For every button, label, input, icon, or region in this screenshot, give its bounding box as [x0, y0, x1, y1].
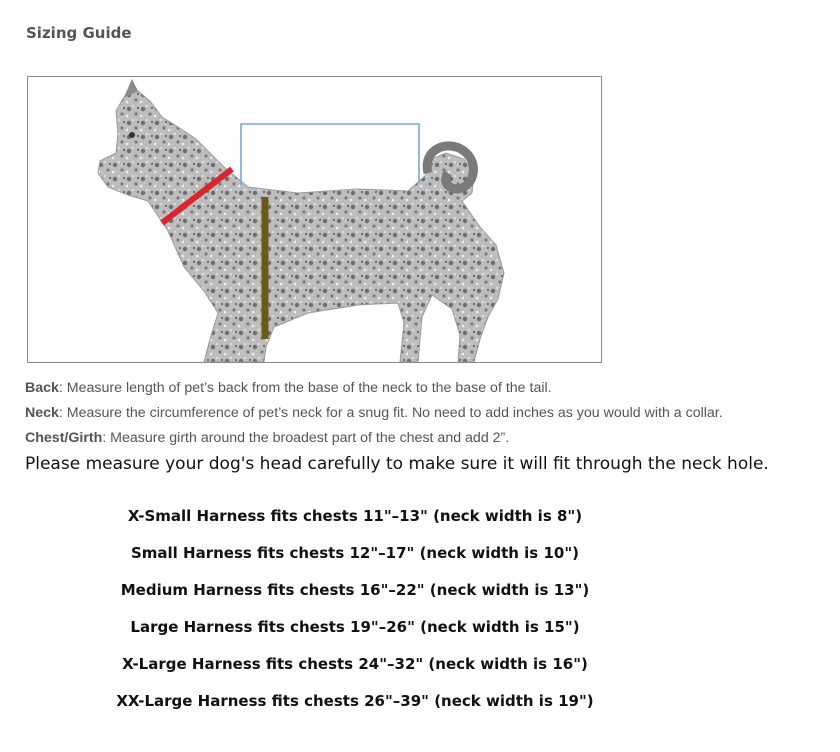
definition-chest: [25, 426, 835, 451]
page-title: Sizing Guide: [26, 24, 132, 42]
size-row-x-large: X-Large Harness fits chests 24"–32" (neck width is 16"): [122, 655, 588, 673]
definition-term: Neck: [25, 405, 59, 421]
size-row-large: Large Harness fits chests 19"–26" (neck width is 15"): [130, 618, 580, 636]
size-row-medium: Medium Harness fits chests 16"–22" (neck width is 13"): [120, 581, 590, 599]
size-list: [100, 503, 610, 725]
definition-text: : Measure the circumference of pet’s neck for a snug fit. No need to add inches as you would with a collar.: [58, 405, 723, 421]
dog-eye: [129, 132, 135, 138]
definition-text: : Measure girth around the broadest part of the chest and add 2”.: [102, 430, 510, 446]
back-measure-bracket: [241, 124, 419, 185]
dog-silhouette-illustration: [28, 77, 601, 362]
definition-term: Back: [25, 380, 59, 396]
size-row-x-small: X-Small Harness fits chests 11"–13" (neck width is 8"): [127, 507, 583, 525]
size-row-small: Small Harness fits chests 12"–17" (neck width is 10"): [130, 544, 580, 562]
head-measure-note: Please measure your dog's head carefully to make sure it will fit through the neck hole.: [25, 454, 769, 474]
definition-neck: [25, 401, 835, 426]
definition-back: [25, 376, 835, 401]
dog-measurement-figure: [27, 76, 602, 363]
definition-term: Chest/Girth: [25, 430, 103, 446]
definition-text: : Measure length of pet’s back from the base of the neck to the base of the tail.: [58, 380, 552, 396]
measurement-definitions: [25, 376, 835, 451]
dog-body-shape: [98, 91, 504, 362]
size-row-xx-large: XX-Large Harness fits chests 26"–39" (neck width is 19"): [116, 692, 594, 710]
